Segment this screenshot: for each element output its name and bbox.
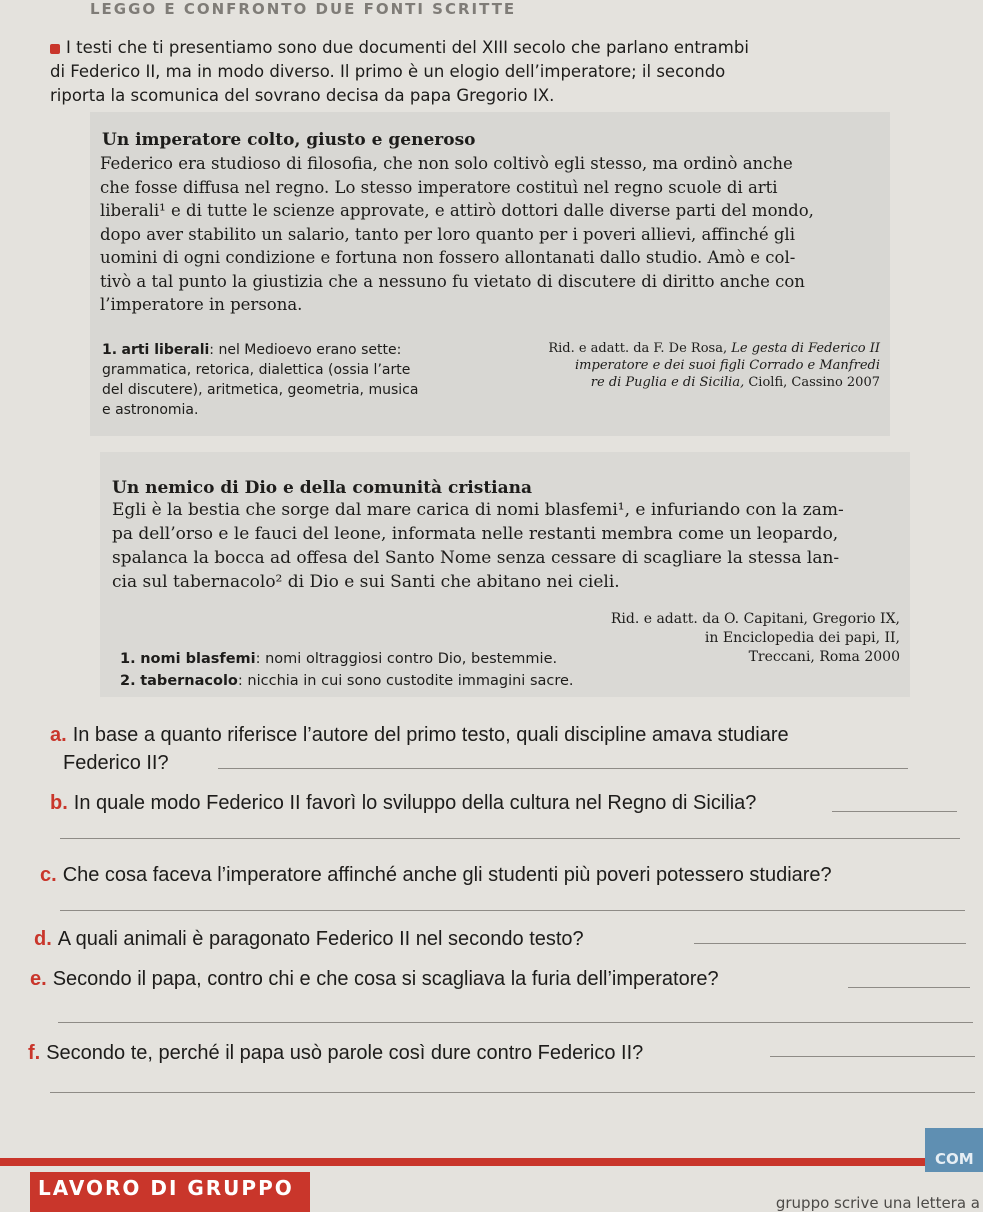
answer-line-e-1[interactable]	[848, 987, 970, 988]
source-2-line-1: Rid. e adatt. da O. Capitani, Gregorio IX,	[610, 611, 900, 627]
footer-text: gruppo scrive una lettera a	[775, 1194, 980, 1212]
fn2-1-number: 1.	[120, 651, 136, 667]
section-header: LEGGO E CONFRONTO DUE FONTI SCRITTE	[90, 0, 517, 18]
fn2-2-number: 2.	[120, 673, 136, 689]
fn2-2-term: tabernacolo	[140, 673, 238, 689]
answer-line-f-2[interactable]	[50, 1092, 975, 1093]
question-letter: e.	[30, 968, 47, 990]
footer-badge: COM	[925, 1128, 983, 1172]
footnote-number: 1.	[102, 342, 118, 358]
question-d	[34, 926, 584, 952]
text1-line-2: che fosse diffusa nel regno. Lo stesso imperatore costituì nel regno scuole di arti	[100, 177, 778, 197]
source-box-1	[90, 112, 890, 436]
fn2-2-text: : nicchia in cui sono custodite immagini sacre.	[237, 673, 574, 689]
footer-band	[0, 1158, 980, 1166]
source-1-title: Le gesta di Federico II	[731, 341, 880, 356]
question-e	[30, 966, 719, 992]
answer-line-f-1[interactable]	[770, 1056, 975, 1057]
source-1-line-2: imperatore e dei suoi figli Corrado e Manfredi	[575, 358, 880, 373]
text2-footnotes	[120, 648, 680, 692]
source-2-line-3: Treccani, Roma 2000	[748, 649, 900, 665]
answer-line-c[interactable]	[60, 910, 965, 911]
question-text: In base a quanto riferisce l’autore del primo testo, quali discipline amava studiare	[72, 724, 789, 746]
intro-line-3: riporta la scomunica del sovrano decisa da papa Gregorio IX.	[50, 86, 555, 105]
text1-line-6: tivò a tal punto la giustizia che a nessuno fu vietato di discutere di diritto anche con	[100, 271, 805, 291]
text1-line-3: liberali¹ e di tutte le scienze approvate, e attirò dottori dalle diverse parti del mondo,	[100, 201, 814, 220]
footer-label: LAVORO DI GRUPPO	[30, 1172, 310, 1212]
footnote-line-2: grammatica, retorica, dialettica (ossia l’arte	[102, 362, 411, 378]
question-text: Secondo il papa, contro chi e che cosa si scagliava la furia dell’imperatore?	[52, 968, 719, 990]
text1-line-4: dopo aver stabilito un salario, tanto per loro quanto per i poveri allievi, affinché gli	[100, 224, 795, 244]
text1-line-7: l’imperatore in persona.	[100, 295, 303, 314]
answer-line-d[interactable]	[694, 943, 966, 944]
question-b	[50, 790, 756, 816]
text1-line-5: uomini di ogni condizione e fortuna non fossero allontanati dallo studio. Amò e col-	[100, 248, 796, 267]
fn2-1-term: nomi blasfemi	[140, 651, 256, 667]
intro-paragraph	[50, 36, 930, 108]
question-a	[50, 722, 789, 748]
footnote-term: arti liberali	[121, 342, 210, 358]
text2-line-3: spalanca la bocca ad offesa del Santo Nome senza cessare di scagliare la stessa lan-	[112, 548, 840, 568]
source-2-line-2: in Enciclopedia dei papi, II,	[704, 630, 900, 646]
question-text: Secondo te, perché il papa usò parole così dure contro Federico II?	[46, 1042, 644, 1064]
question-text: In quale modo Federico II favorì lo sviluppo della cultura nel Regno di Sicilia?	[73, 792, 757, 814]
source-1-line-1: Rid. e adatt. da F. De Rosa,	[548, 341, 728, 356]
footnote-line-1: : nel Medioevo erano sette:	[209, 342, 402, 358]
source-box-2	[100, 452, 910, 697]
text2-title: Un nemico di Dio e della comunità cristiana	[112, 478, 533, 498]
answer-line-b-1[interactable]	[832, 811, 957, 812]
intro-line-1: I testi che ti presentiamo sono due documenti del XIII secolo che parlano entrambi	[66, 38, 749, 57]
source-1-line-3: re di Puglia e di Sicilia,	[590, 375, 745, 390]
question-f	[28, 1040, 643, 1066]
question-letter: f.	[28, 1042, 41, 1064]
text1-line-1: Federico era studioso di filosofia, che non solo coltivò egli stesso, ma ordinò anche	[100, 154, 793, 173]
intro-line-2: di Federico II, ma in modo diverso. Il primo è un elogio dell’imperatore; il secondo	[50, 62, 726, 81]
question-text: A quali animali è paragonato Federico II nel secondo testo?	[57, 928, 584, 950]
answer-line-a[interactable]	[218, 768, 908, 769]
footnote-line-4: e astronomia.	[102, 402, 199, 418]
answer-line-b-2[interactable]	[60, 838, 960, 839]
question-letter: b.	[50, 792, 68, 814]
question-letter: d.	[34, 928, 52, 950]
footnote-line-3: del discutere), aritmetica, geometria, musica	[102, 382, 419, 398]
text1-footnote	[102, 340, 502, 420]
question-c	[40, 862, 832, 888]
question-a-cont: Federico II?	[63, 752, 169, 774]
text2-line-4: cia sul tabernacolo² di Dio e sui Santi che abitano nei cieli.	[112, 572, 620, 592]
answer-line-e-2[interactable]	[58, 1022, 973, 1023]
question-text: Che cosa faceva l’imperatore affinché anche gli studenti più poveri potessero studiare?	[62, 864, 832, 886]
bullet-icon	[50, 44, 60, 54]
fn2-1-text: : nomi oltraggiosi contro Dio, bestemmie.	[255, 651, 558, 667]
question-letter: c.	[40, 864, 57, 886]
question-letter: a.	[50, 724, 67, 746]
text2-line-2: pa dell’orso e le fauci del leone, informata nelle restanti membra come un leopardo,	[112, 524, 839, 544]
text2-line-1: Egli è la bestia che sorge dal mare carica di nomi blasfemi¹, e infuriando con la zam-	[112, 500, 844, 520]
source-1-line-3-rest: Ciolfi, Cassino 2007	[748, 375, 880, 390]
text1-title: Un imperatore colto, giusto e generoso	[102, 130, 476, 150]
text1-source	[510, 340, 880, 391]
